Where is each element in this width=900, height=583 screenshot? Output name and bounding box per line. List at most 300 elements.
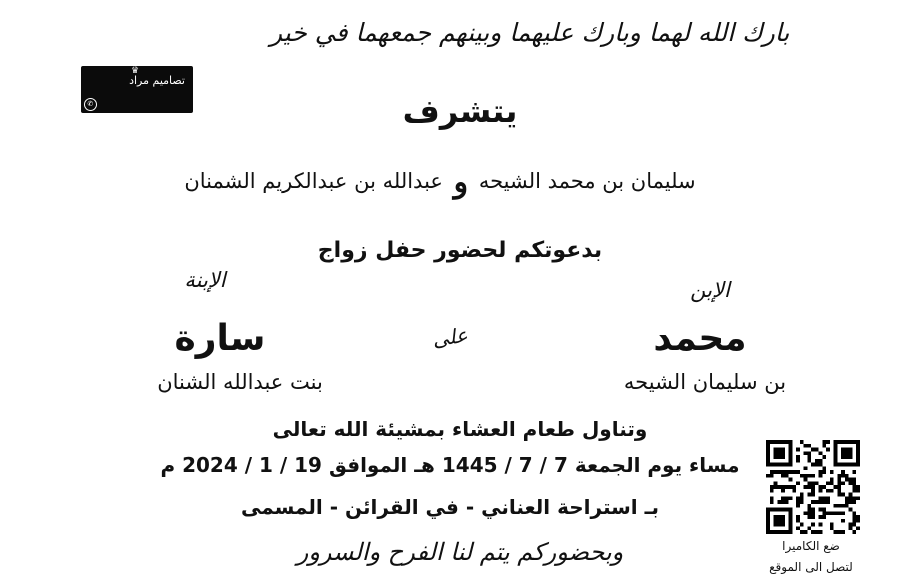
qr-module <box>781 470 785 474</box>
qr-module <box>852 478 856 482</box>
qr-module <box>766 455 770 459</box>
qr-module <box>774 440 778 444</box>
qr-module <box>822 511 826 515</box>
qr-module <box>785 474 789 478</box>
qr-module <box>852 530 856 534</box>
designer-phone-row <box>84 90 193 129</box>
qr-module <box>830 481 834 485</box>
qr-module <box>766 440 770 444</box>
groom-title: الإبن <box>690 278 730 302</box>
qr-module <box>777 500 781 504</box>
qr-module <box>777 463 781 467</box>
qr-module <box>800 474 804 478</box>
qr-module <box>785 485 789 489</box>
qr-module <box>796 481 800 485</box>
qr-module <box>777 485 781 489</box>
qr-module <box>807 474 811 478</box>
qr-module <box>856 440 860 444</box>
qr-module <box>781 448 785 452</box>
qr-module <box>770 470 774 474</box>
qr-module <box>804 466 808 470</box>
qr-module <box>856 526 860 530</box>
qr-module <box>845 478 849 482</box>
qr-module <box>766 463 770 467</box>
qr-module <box>796 504 800 508</box>
dinner-line: وتناول طعام العشاء بمشيئة الله تعالى <box>272 417 648 441</box>
qr-module <box>811 500 815 504</box>
qr-module <box>837 511 841 515</box>
qr-module <box>845 455 849 459</box>
qr-module <box>785 470 789 474</box>
qr-module <box>774 470 778 474</box>
qr-module <box>826 500 830 504</box>
qr-module <box>811 448 815 452</box>
qr-module <box>852 519 856 523</box>
qr-caption-line1: ضع الكاميرا <box>782 539 840 553</box>
qr-module <box>834 444 838 448</box>
closing-line: وبحضوركم يتم لنا الفرح والسرور <box>296 538 624 566</box>
qr-module <box>811 493 815 497</box>
qr-module <box>781 515 785 519</box>
qr-module <box>834 485 838 489</box>
qr-module <box>841 470 845 474</box>
qr-module <box>777 530 781 534</box>
qr-module <box>781 440 785 444</box>
qr-module <box>830 489 834 493</box>
bride-name: سارة <box>174 318 266 359</box>
qr-module <box>800 530 804 534</box>
qr-module <box>766 459 770 463</box>
groom-name: محمد <box>653 318 747 359</box>
designer-name: تصاميم مراد <box>129 74 185 87</box>
qr-module <box>819 530 823 534</box>
qr-module <box>807 481 811 485</box>
qr-module <box>819 523 823 527</box>
qr-module <box>796 526 800 530</box>
qr-module <box>785 496 789 500</box>
qr-module <box>811 515 815 519</box>
qr-module <box>777 448 781 452</box>
qr-module <box>826 496 830 500</box>
qr-module <box>804 530 808 534</box>
qr-module <box>807 526 811 530</box>
qr-module <box>770 489 774 493</box>
qr-module <box>774 523 778 527</box>
qr-module <box>807 485 811 489</box>
qr-module <box>845 463 849 467</box>
qr-module <box>774 463 778 467</box>
designer-phone: 0556626720 <box>84 111 191 129</box>
qr-module <box>822 455 826 459</box>
qr-module <box>856 448 860 452</box>
qr-module <box>811 485 815 489</box>
qr-module <box>792 485 796 489</box>
qr-module <box>834 511 838 515</box>
qr-module <box>796 448 800 452</box>
qr-module <box>819 500 823 504</box>
qr-module <box>789 526 793 530</box>
fathers-connector: و <box>453 165 469 200</box>
father-bride: عبدالله بن عبدالكريم الشمنان <box>184 169 443 193</box>
qr-module <box>811 489 815 493</box>
qr-module <box>822 508 826 512</box>
qr-module <box>766 526 770 530</box>
qr-module <box>856 496 860 500</box>
qr-module <box>826 448 830 452</box>
qr-caption-line2: لتصل الى الموقع <box>769 560 853 574</box>
qr-module <box>815 459 819 463</box>
qr-module <box>849 508 853 512</box>
qr-module <box>789 459 793 463</box>
qr-module <box>834 455 838 459</box>
qr-module <box>852 496 856 500</box>
qr-module <box>789 448 793 452</box>
qr-module <box>845 496 849 500</box>
qr-module <box>856 459 860 463</box>
qr-module <box>822 500 826 504</box>
qr-module <box>789 455 793 459</box>
qr-module <box>852 523 856 527</box>
qr-module <box>807 493 811 497</box>
qr-module <box>781 500 785 504</box>
bride-title: الإبنة <box>184 268 226 292</box>
qr-module <box>841 481 845 485</box>
qr-module <box>800 500 804 504</box>
qr-module <box>819 485 823 489</box>
qr-module <box>841 530 845 534</box>
qr-module <box>834 451 838 455</box>
qr-module <box>777 470 781 474</box>
qr-module <box>800 493 804 497</box>
qr-module <box>789 511 793 515</box>
qr-module <box>837 489 841 493</box>
qr-module <box>789 440 793 444</box>
qr-module <box>834 448 838 452</box>
qr-module <box>807 444 811 448</box>
qr-module <box>856 489 860 493</box>
qr-module <box>822 485 826 489</box>
qr-module <box>837 485 841 489</box>
qr-module <box>807 451 811 455</box>
header-blessing: بارك الله لهما وبارك عليهما وبينهم جمعهما في خير <box>270 18 790 47</box>
qr-module <box>770 463 774 467</box>
qr-module <box>849 526 853 530</box>
qr-module <box>841 455 845 459</box>
qr-module <box>781 523 785 527</box>
qr-module <box>789 515 793 519</box>
qr-module <box>845 504 849 508</box>
qr-module <box>830 470 834 474</box>
qr-module <box>792 489 796 493</box>
qr-module <box>766 523 770 527</box>
qr-module <box>766 511 770 515</box>
qr-module <box>777 455 781 459</box>
qr-module <box>777 523 781 527</box>
qr-module <box>822 515 826 519</box>
qr-module <box>841 448 845 452</box>
on-word: على <box>430 322 470 352</box>
qr-module <box>766 474 770 478</box>
qr-module <box>781 489 785 493</box>
qr-module <box>849 451 853 455</box>
qr-module <box>766 451 770 455</box>
qr-module <box>815 448 819 452</box>
qr-module <box>815 481 819 485</box>
qr-module <box>834 530 838 534</box>
qr-module <box>837 530 841 534</box>
qr-module <box>770 508 774 512</box>
qr-module <box>781 451 785 455</box>
qr-module <box>849 455 853 459</box>
qr-module <box>826 489 830 493</box>
qr-module <box>841 511 845 515</box>
qr-module <box>766 519 770 523</box>
qr-module <box>781 519 785 523</box>
qr-module <box>837 463 841 467</box>
qr-module <box>774 451 778 455</box>
qr-module <box>819 515 823 519</box>
qr-module <box>781 463 785 467</box>
qr-module <box>819 470 823 474</box>
qr-module <box>781 496 785 500</box>
father-groom: سليمان بن محمد الشيحه <box>478 169 696 193</box>
qr-module <box>777 515 781 519</box>
qr-module <box>837 474 841 478</box>
qr-module <box>800 523 804 527</box>
qr-module <box>781 508 785 512</box>
qr-module <box>777 519 781 523</box>
qr-module <box>856 485 860 489</box>
qr-module <box>849 496 853 500</box>
qr-module <box>830 511 834 515</box>
qr-module <box>804 451 808 455</box>
qr-module <box>822 496 826 500</box>
qr-module <box>781 455 785 459</box>
qr-module <box>811 511 815 515</box>
qr-module <box>841 474 845 478</box>
qr-module <box>819 496 823 500</box>
qr-module <box>837 478 841 482</box>
qr-module <box>796 455 800 459</box>
qr-module <box>852 515 856 519</box>
qr-module <box>807 459 811 463</box>
qr-module <box>822 466 826 470</box>
venue-line: بـ استراحة العناني - في القرائن - المسمى <box>241 495 659 519</box>
qr-module <box>766 508 770 512</box>
qr-module <box>777 508 781 512</box>
qr-module <box>777 451 781 455</box>
qr-module <box>781 474 785 478</box>
qr-module <box>792 470 796 474</box>
qr-module <box>819 474 823 478</box>
qr-module <box>789 485 793 489</box>
groom-lineage: بن سليمان الشيحه <box>623 370 787 394</box>
qr-module <box>852 511 856 515</box>
qr-module <box>774 455 778 459</box>
qr-module <box>856 519 860 523</box>
qr-module <box>819 451 823 455</box>
qr-module <box>789 519 793 523</box>
qr-module <box>849 481 853 485</box>
qr-module <box>819 459 823 463</box>
qr-module <box>834 440 838 444</box>
qr-module <box>789 496 793 500</box>
qr-module <box>845 451 849 455</box>
qr-module <box>849 500 853 504</box>
qr-module <box>852 481 856 485</box>
qr-module <box>811 523 815 527</box>
qr-module <box>811 530 815 534</box>
qr-module <box>804 485 808 489</box>
qr-module <box>849 463 853 467</box>
qr-module <box>856 455 860 459</box>
qr-module <box>766 515 770 519</box>
qr-module <box>849 478 853 482</box>
qr-module <box>826 481 830 485</box>
qr-module <box>789 478 793 482</box>
qr-module <box>819 489 823 493</box>
qr-module <box>774 519 778 523</box>
qr-module <box>837 504 841 508</box>
crown-icon: ♛ <box>131 66 140 76</box>
qr-module <box>852 440 856 444</box>
qr-module <box>852 485 856 489</box>
qr-module <box>800 440 804 444</box>
location-qr-code[interactable] <box>766 440 860 534</box>
qr-module <box>770 530 774 534</box>
qr-module <box>770 500 774 504</box>
qr-module <box>789 530 793 534</box>
qr-module <box>815 500 819 504</box>
qr-module <box>830 526 834 530</box>
qr-module <box>834 463 838 467</box>
qr-module <box>774 530 778 534</box>
qr-module <box>796 500 800 504</box>
qr-module <box>841 519 845 523</box>
qr-module <box>766 530 770 534</box>
qr-module <box>804 478 808 482</box>
qr-module <box>785 463 789 467</box>
qr-module <box>856 451 860 455</box>
qr-module <box>789 444 793 448</box>
fathers-line <box>140 165 740 200</box>
qr-module <box>845 474 849 478</box>
qr-module <box>811 508 815 512</box>
qr-module <box>826 511 830 515</box>
qr-module <box>845 500 849 504</box>
qr-module <box>807 504 811 508</box>
qr-module <box>822 470 826 474</box>
qr-module <box>800 496 804 500</box>
qr-module <box>841 440 845 444</box>
qr-module <box>804 474 808 478</box>
qr-module <box>841 451 845 455</box>
qr-module <box>856 444 860 448</box>
qr-module <box>774 481 778 485</box>
qr-module <box>837 481 841 485</box>
qr-module <box>789 451 793 455</box>
qr-module <box>796 459 800 463</box>
qr-module <box>770 485 774 489</box>
qr-module <box>785 500 789 504</box>
qr-module <box>785 508 789 512</box>
qr-module <box>841 463 845 467</box>
qr-module <box>811 474 815 478</box>
qr-module <box>796 470 800 474</box>
qr-module <box>781 530 785 534</box>
qr-module <box>770 496 774 500</box>
qr-module <box>804 511 808 515</box>
qr-module <box>807 508 811 512</box>
qr-module <box>856 463 860 467</box>
qr-module <box>796 515 800 519</box>
qr-module <box>815 530 819 534</box>
qr-module <box>845 440 849 444</box>
designer-badge <box>81 66 193 129</box>
qr-module <box>785 530 789 534</box>
qr-module <box>845 448 849 452</box>
qr-module <box>770 440 774 444</box>
qr-module <box>807 455 811 459</box>
qr-module <box>849 523 853 527</box>
whatsapp-icon: ✆ <box>84 98 97 111</box>
qr-module <box>766 444 770 448</box>
qr-module <box>822 440 826 444</box>
qr-module <box>837 493 841 497</box>
qr-module <box>819 508 823 512</box>
invite-line: بدعوتكم لحضور حفل زواج <box>317 238 603 263</box>
qr-module <box>819 463 823 467</box>
qr-module <box>834 504 838 508</box>
qr-module <box>826 440 830 444</box>
qr-module <box>856 515 860 519</box>
qr-module <box>852 463 856 467</box>
qr-module <box>849 493 853 497</box>
qr-module <box>774 508 778 512</box>
qr-module <box>781 485 785 489</box>
qr-module <box>789 463 793 467</box>
qr-module <box>796 519 800 523</box>
qr-module <box>852 500 856 504</box>
qr-module <box>777 440 781 444</box>
qr-module <box>811 463 815 467</box>
qr-module <box>830 523 834 527</box>
qr-module <box>789 523 793 527</box>
qr-module <box>789 508 793 512</box>
qr-module <box>822 444 826 448</box>
qr-module <box>774 448 778 452</box>
qr-module <box>852 489 856 493</box>
qr-module <box>796 496 800 500</box>
qr-module <box>789 470 793 474</box>
qr-module <box>807 515 811 519</box>
qr-module <box>830 478 834 482</box>
honor-heading: يتشرف <box>402 92 518 130</box>
qr-module <box>815 463 819 467</box>
qr-module <box>807 511 811 515</box>
qr-module <box>785 440 789 444</box>
qr-module <box>837 440 841 444</box>
qr-module <box>834 459 838 463</box>
qr-module <box>774 485 778 489</box>
qr-module <box>804 444 808 448</box>
qr-module <box>849 448 853 452</box>
bride-lineage: بنت عبدالله الشنان <box>157 370 323 394</box>
qr-module <box>849 440 853 444</box>
qr-module <box>770 474 774 478</box>
qr-module <box>766 448 770 452</box>
qr-module <box>841 504 845 508</box>
